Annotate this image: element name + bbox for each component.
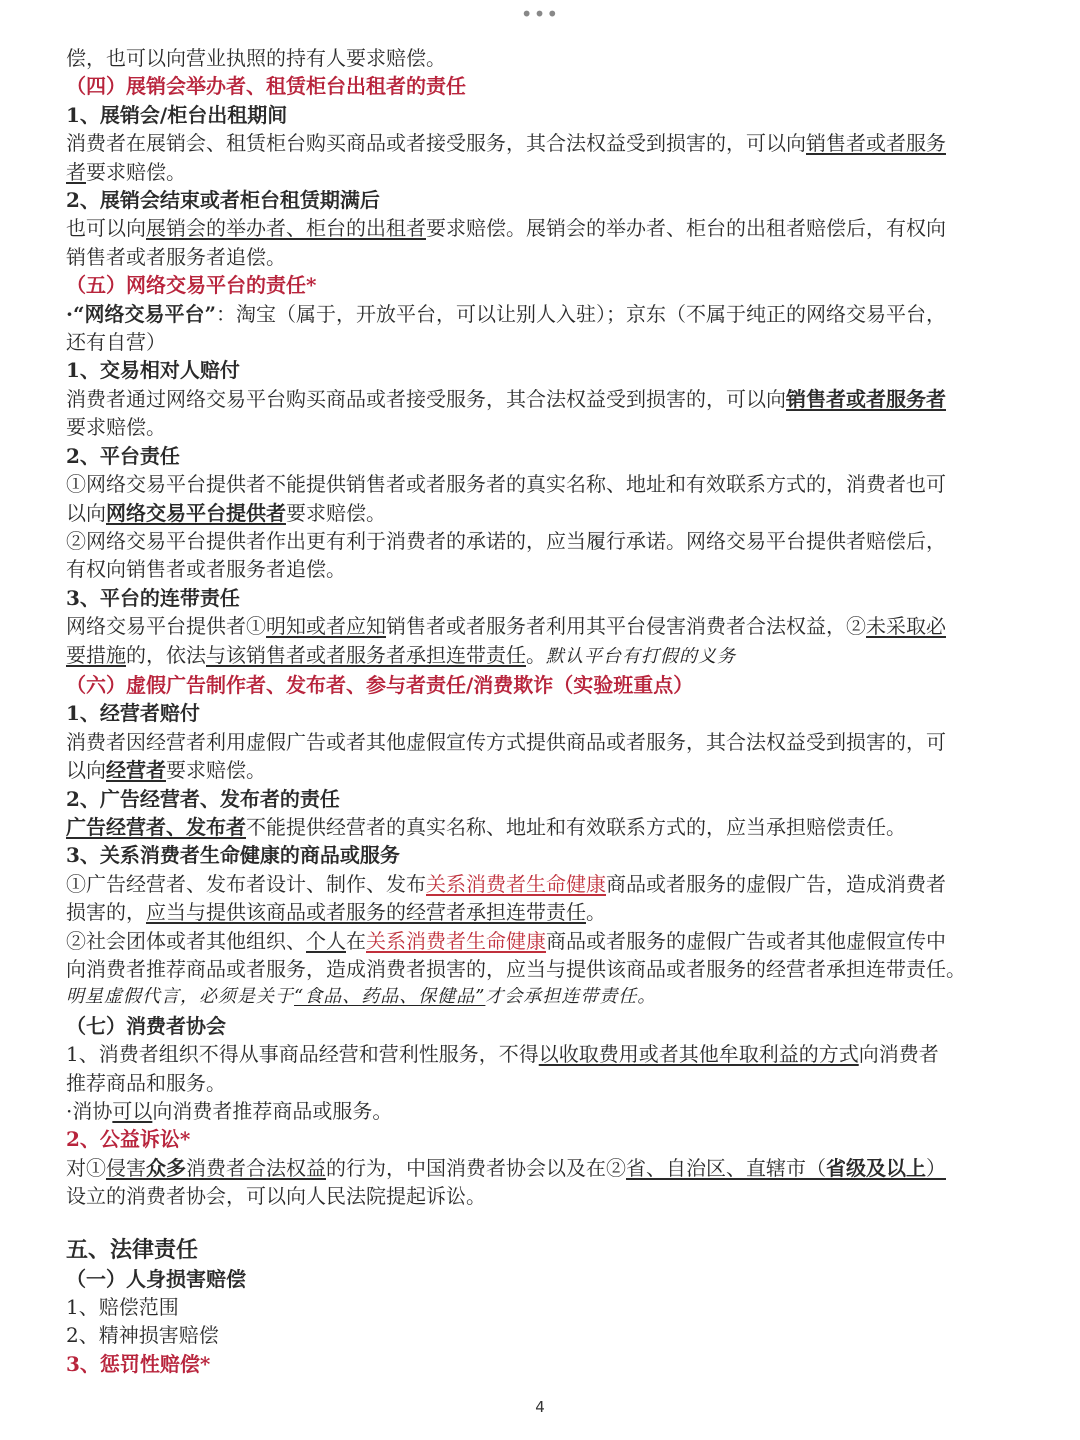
handwritten-note	[66, 983, 1016, 1011]
subheading	[66, 584, 1016, 612]
section-heading	[66, 271, 1016, 299]
text: （六）虚假广告制作者、发布者、参与者责任/消费欺诈（实验班重点）	[66, 672, 694, 697]
underlined-text: 众多	[146, 1155, 186, 1180]
text-line	[66, 898, 1016, 926]
text-line	[66, 470, 1016, 498]
text-line	[66, 214, 1016, 242]
text: 。	[526, 642, 546, 667]
text: 2、展销会结束或者柜台租赁期满后	[66, 188, 380, 213]
text: 要求赔偿。展销会的举办者、柜台的出租者赔偿后，有权向	[426, 216, 946, 241]
text-line	[66, 927, 1016, 955]
underlined-red-text: 关系消费者生命健康	[366, 928, 546, 953]
underlined-text: 销售者或者服务者	[786, 386, 946, 411]
text: 要求赔偿。	[166, 758, 266, 783]
text: 损害的，	[66, 900, 146, 925]
text: 才会承担连带责任。	[485, 986, 657, 1008]
text: 3、平台的连带责任	[66, 585, 240, 610]
text: 1、赔偿范围	[66, 1295, 179, 1320]
text: 以向	[66, 758, 106, 783]
text: 在	[346, 928, 366, 953]
section-heading	[66, 1265, 1016, 1293]
underlined-text: 应当与提供该商品或者服务的经营者承担连带责任	[146, 900, 586, 925]
text: 以向	[66, 500, 106, 525]
text: 商品或者服务的虚假广告或者其他虚假宣传中	[546, 928, 946, 953]
text-line	[66, 300, 1016, 328]
section-heading	[66, 1012, 1016, 1040]
underlined-text: 与该销售者或者服务者承担连带责任	[206, 642, 526, 667]
text-line	[66, 499, 1016, 527]
underlined-text: 侵害	[106, 1155, 146, 1180]
text-line	[66, 413, 1016, 441]
subheading	[66, 841, 1016, 869]
list-item	[66, 1293, 1016, 1321]
text: 3、关系消费者生命健康的商品或服务	[66, 843, 400, 868]
list-item	[66, 1321, 1016, 1349]
underlined-text: 消费者合法权益	[186, 1155, 326, 1180]
section-heading	[66, 72, 1016, 100]
text: ②社会团体或者其他组织、	[66, 928, 306, 953]
text-line	[66, 328, 1016, 356]
text: ①广告经营者、发布者设计、制作、发布	[66, 871, 426, 896]
underlined-text: “食品、药品、保健品”	[294, 986, 486, 1008]
subheading	[66, 1125, 1016, 1153]
list-item	[66, 1350, 1016, 1378]
text-line	[66, 44, 1016, 72]
underlined-text: 以收取费用或者其他牟取利益的方式	[538, 1042, 859, 1067]
subheading	[66, 186, 1016, 214]
text-line	[66, 1154, 1016, 1182]
text: 3、惩罚性赔偿*	[66, 1351, 211, 1376]
text: 偿，也可以向营业执照的持有人要求赔偿。	[66, 46, 446, 70]
underlined-text: 者	[66, 159, 86, 184]
text: 消费者在展销会、租赁柜台购买商品或者接受服务，其合法权益受到损害的，可以向	[66, 131, 806, 156]
text-line	[66, 1097, 1016, 1125]
underlined-text: 未采取必	[866, 614, 946, 639]
underlined-red-text: 关系消费者生命健康	[426, 871, 606, 896]
text: （七）消费者协会	[66, 1013, 226, 1038]
text: 消费者通过网络交易平台购买商品或者接受服务，其合法权益受到损害的，可以向	[66, 386, 786, 411]
underlined-text: 展销会的举办者、柜台的出租者	[146, 216, 426, 241]
underlined-text: 个人	[306, 928, 346, 953]
text: 2、公益诉讼*	[66, 1127, 191, 1152]
text-line	[66, 129, 1016, 157]
text: 设立的消费者协会，可以向人民法院提起诉讼。	[66, 1184, 486, 1209]
text: ·消协	[66, 1099, 113, 1124]
document-page	[66, 44, 1016, 1378]
section-heading	[66, 671, 1016, 699]
underlined-text: 网络交易平台提供者	[106, 500, 286, 525]
text: 对①	[66, 1155, 106, 1180]
text-line	[66, 728, 1016, 756]
text-line	[66, 527, 1016, 555]
text: 向消费者推荐商品或者服务，造成消费者损害的，应当与提供该商品或者服务的经营者承担连带责任。	[66, 957, 966, 981]
underlined-text: 省级及以上	[826, 1155, 926, 1180]
text: 的行为，中国消费者协会以及在②	[326, 1155, 626, 1180]
subheading	[66, 101, 1016, 129]
text-line	[66, 385, 1016, 413]
text-line	[66, 1182, 1016, 1210]
text-line	[66, 756, 1016, 784]
subheading	[66, 442, 1016, 470]
chapter-heading	[66, 1235, 1016, 1265]
text: 的，依法	[126, 642, 206, 667]
text: 五、法律责任	[66, 1236, 199, 1263]
page-number: 4	[535, 1398, 545, 1416]
text: （五）网络交易平台的责任*	[66, 273, 317, 298]
text: 1、交易相对人赔付	[66, 358, 240, 383]
text: 消费者因经营者利用虚假广告或者其他虚假宣传方式提供商品或者服务，其合法权益受到损害的，可	[66, 729, 946, 754]
text: 要求赔偿。	[286, 500, 386, 525]
text: 2、广告经营者、发布者的责任	[66, 786, 340, 811]
bold-text: ·“网络交易平台”	[66, 301, 216, 326]
underlined-text: 明知或者应知	[266, 614, 386, 639]
text: 向消费者推荐商品或服务。	[152, 1099, 393, 1124]
text: ②网络交易平台提供者作出更有利于消费者的承诺的，应当履行承诺。网络交易平台提供者赔偿后，	[66, 528, 946, 553]
subheading	[66, 699, 1016, 727]
text: 2、平台责任	[66, 443, 180, 468]
text-line	[66, 612, 1016, 640]
text: 。	[586, 900, 606, 925]
text: 还有自营）	[66, 330, 166, 355]
text: 销售者或者服务者追偿。	[66, 244, 286, 269]
text: 明星虚假代言，必须是关于	[66, 986, 294, 1008]
text: 不能提供经营者的真实名称、地址和有效联系方式的，应当承担赔偿责任。	[246, 814, 906, 839]
text: 向消费者	[858, 1042, 939, 1067]
text: 1、消费者组织不得从事商品经营和营利性服务，不得	[66, 1042, 539, 1067]
text: ：淘宝（属于，开放平台，可以让别人入驻）；京东（不属于纯正的网络交易平台，	[215, 301, 946, 326]
text: 1、经营者赔付	[66, 701, 200, 726]
underlined-text: 广告经营者、发布者	[66, 814, 246, 839]
text: 有权向销售者或者服务者追偿。	[66, 557, 346, 582]
text-line	[66, 243, 1016, 271]
handwritten-note: 默认平台有打假的义务	[546, 645, 736, 667]
text: 1、展销会/柜台出租期间	[66, 102, 288, 127]
text: 网络交易平台提供者①	[66, 614, 266, 639]
underlined-text: 经营者	[106, 758, 166, 783]
text-line	[66, 870, 1016, 898]
text: 商品或者服务的虚假广告，造成消费者	[606, 871, 946, 896]
underlined-text: 要措施	[66, 642, 126, 667]
text-line	[66, 555, 1016, 583]
text-line	[66, 955, 1016, 983]
text: 销售者或者服务者利用其平台侵害消费者合法权益，②	[386, 614, 866, 639]
underlined-text: ）	[926, 1155, 946, 1180]
subheading	[66, 785, 1016, 813]
underlined-text: 省、自治区、直辖市（	[626, 1155, 826, 1180]
text-line	[66, 641, 1016, 671]
text-line	[66, 813, 1016, 841]
text: （一）人身损害赔偿	[66, 1266, 246, 1291]
text: 2、精神损害赔偿	[66, 1323, 219, 1348]
text-line	[66, 158, 1016, 186]
text: 要求赔偿。	[66, 415, 166, 440]
underlined-text: 销售者或者服务	[806, 131, 946, 156]
text-line	[66, 1040, 1016, 1068]
text: （四）展销会举办者、租赁柜台出租者的责任	[66, 74, 466, 99]
menu-dots-icon[interactable]: •••	[520, 2, 560, 26]
text: 推荐商品和服务。	[66, 1070, 226, 1095]
text-line	[66, 1069, 1016, 1097]
text: 要求赔偿。	[86, 159, 186, 184]
text: ①网络交易平台提供者不能提供销售者或者服务者的真实名称、地址和有效联系方式的，消费者也可	[66, 472, 946, 497]
subheading	[66, 356, 1016, 384]
text: 也可以向	[66, 216, 146, 241]
underlined-text: 可以	[112, 1099, 153, 1124]
